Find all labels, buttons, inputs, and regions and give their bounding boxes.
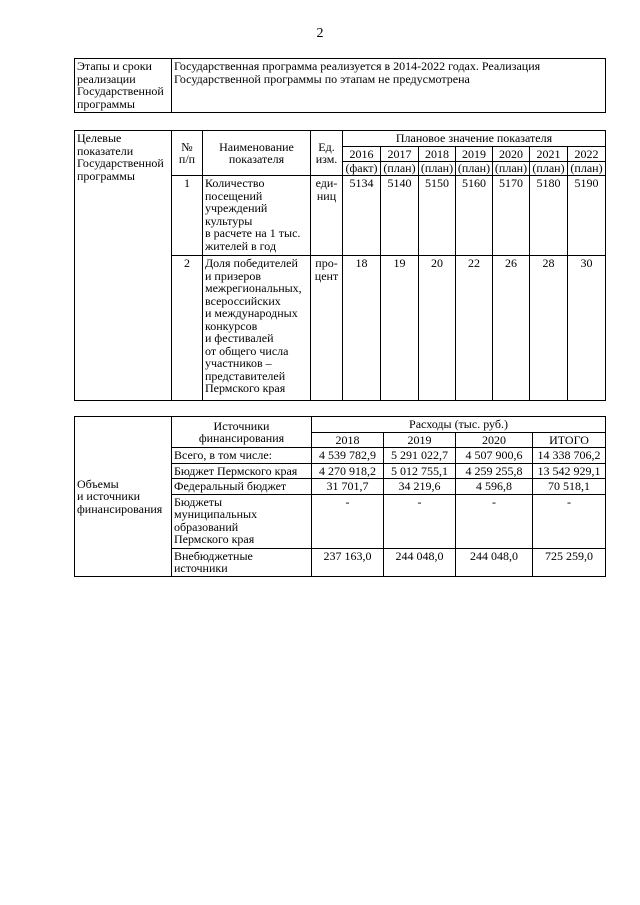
amount-cell: 70 518,1 xyxy=(533,479,606,495)
col-name-line: показателя xyxy=(228,152,285,166)
source-name: Бюджет Пермского края xyxy=(172,463,312,479)
funding-label-line: Объемы xyxy=(77,476,119,491)
indicator-name-line: межрегиональных, xyxy=(205,281,302,295)
targets-label xyxy=(75,131,172,401)
page-number: 2 xyxy=(316,26,324,41)
targets-label-line: программы xyxy=(77,168,135,183)
funding-label xyxy=(75,417,172,577)
year-kind-cell: (план) xyxy=(419,162,456,176)
indicator-name-line: Пермского края xyxy=(205,381,286,395)
amount-cell: - xyxy=(456,494,533,548)
funding-year: 2019 xyxy=(384,432,456,448)
indicator-name xyxy=(203,176,311,256)
value-cell: 5140 xyxy=(381,176,419,256)
value-cell: 5160 xyxy=(456,176,493,256)
amount-cell: 31 701,7 xyxy=(312,479,384,495)
value-cell: 5180 xyxy=(530,176,568,256)
col-unit-line: изм. xyxy=(315,152,338,166)
funding-label-line: и источники xyxy=(77,489,141,503)
year-cell: 2020 xyxy=(493,146,530,162)
indicator-name-line: и международных xyxy=(205,306,298,320)
source-name-line: Внебюджетные xyxy=(174,548,253,563)
amount-cell: 5 012 755,1 xyxy=(384,463,456,479)
indicator-name-line: конкурсов xyxy=(205,318,258,333)
indicator-name-line: посещений xyxy=(205,188,263,203)
year-kind-cell: (план) xyxy=(456,162,493,176)
value-cell: 19 xyxy=(381,256,419,401)
indicator-name xyxy=(203,256,311,401)
stages-text xyxy=(172,59,606,113)
targets-label-line: Государственной xyxy=(77,156,164,170)
source-name-line: муниципальных xyxy=(174,507,258,521)
indicator-name-line: Доля победителей xyxy=(205,256,298,270)
year-kind-cell: (план) xyxy=(530,162,568,176)
source-name-line: Пермского края xyxy=(174,532,255,546)
indicator-name-line: от общего числа xyxy=(205,343,289,358)
indicator-name-line: и призеров xyxy=(205,268,261,283)
targets-label-line: показатели xyxy=(77,143,134,158)
funding-table xyxy=(74,416,606,577)
year-cell: 2021 xyxy=(530,146,568,162)
targets-table xyxy=(74,130,606,401)
stages-label-line: программы xyxy=(77,96,135,111)
value-cell: 26 xyxy=(493,256,530,401)
year-kind-cell: (план) xyxy=(493,162,530,176)
stages-text-line: Государственная программа реализуется в 2014-2022 годах. Реализация xyxy=(174,59,541,73)
indicator-name-line: всероссийских xyxy=(205,293,281,308)
amount-cell: 4 259 255,8 xyxy=(456,463,533,479)
amount-cell: 244 048,0 xyxy=(456,548,533,576)
indicator-name-line: Количество xyxy=(205,176,265,190)
amount-cell: - xyxy=(312,494,384,548)
amount-cell: 4 539 782,9 xyxy=(312,448,384,464)
col-unit-line: Ед. xyxy=(318,139,335,154)
funding-label-line: финансирования xyxy=(77,501,163,516)
year-cell: 2016 xyxy=(343,146,381,162)
amount-cell: 5 291 022,7 xyxy=(384,448,456,464)
source-name-line: источники xyxy=(174,561,228,575)
indicator-name-line: культуры xyxy=(205,213,253,228)
source-name-line: образований xyxy=(174,519,239,534)
year-cell: 2018 xyxy=(419,146,456,162)
value-cell: 18 xyxy=(343,256,381,401)
source-name xyxy=(172,548,312,576)
col-name-line: Наименование xyxy=(219,139,294,154)
indicator-name-line: в расчете на 1 тыс. xyxy=(205,226,301,240)
indicator-name-line: и фестивалей xyxy=(205,331,274,345)
amount-cell: - xyxy=(384,494,456,548)
indicator-name-line: жителей в год xyxy=(205,238,277,253)
stages-label-line: Этапы и сроки xyxy=(77,59,152,73)
indicator-name-line: учреждений xyxy=(205,201,268,215)
col-no-header xyxy=(172,131,203,176)
year-cell: 2019 xyxy=(456,146,493,162)
unit-cell xyxy=(311,256,343,401)
expenses-header: Расходы (тыс. руб.) xyxy=(312,417,606,433)
indicator-name-line: участников – xyxy=(205,356,272,370)
value-cell: 22 xyxy=(456,256,493,401)
amount-cell: 14 338 706,2 xyxy=(533,448,606,464)
amount-cell: - xyxy=(533,494,606,548)
unit-line: про- xyxy=(315,256,338,270)
unit-line: ниц xyxy=(316,188,337,203)
col-no-line: п/п xyxy=(178,152,196,166)
value-cell: 5190 xyxy=(568,176,606,256)
amount-cell: 34 219,6 xyxy=(384,479,456,495)
funding-year: 2018 xyxy=(312,432,384,448)
amount-cell: 13 542 929,1 xyxy=(533,463,606,479)
source-name: Всего, в том числе: xyxy=(172,448,312,464)
amount-cell: 244 048,0 xyxy=(384,548,456,576)
year-cell: 2022 xyxy=(568,146,606,162)
value-cell: 20 xyxy=(419,256,456,401)
stages-text-line: Государственной программы по этапам не предусмотрена xyxy=(174,71,470,86)
value-cell: 5150 xyxy=(419,176,456,256)
col-name-header xyxy=(203,131,311,176)
value-cell: 5170 xyxy=(493,176,530,256)
year-kind-cell: (план) xyxy=(568,162,606,176)
source-header-line: финансирования xyxy=(198,431,285,445)
planned-header: Плановое значение показателя xyxy=(343,131,606,147)
value-cell: 28 xyxy=(530,256,568,401)
amount-cell: 4 507 900,6 xyxy=(456,448,533,464)
stages-label-line: реализации xyxy=(77,71,136,86)
unit-line: цент xyxy=(314,268,339,283)
funding-year: ИТОГО xyxy=(533,432,606,448)
unit-cell xyxy=(311,176,343,256)
amount-cell: 4 270 918,2 xyxy=(312,463,384,479)
source-header xyxy=(172,417,312,448)
targets-label-line: Целевые xyxy=(77,131,122,145)
source-name xyxy=(172,494,312,548)
source-name-line: Бюджеты xyxy=(174,494,223,509)
col-unit-header xyxy=(311,131,343,176)
amount-cell: 4 596,8 xyxy=(456,479,533,495)
value-cell: 5134 xyxy=(343,176,381,256)
stages-label xyxy=(75,59,172,113)
year-cell: 2017 xyxy=(381,146,419,162)
source-name: Федеральный бюджет xyxy=(172,479,312,495)
stages-label-line: Государственной xyxy=(77,84,164,98)
amount-cell: 237 163,0 xyxy=(312,548,384,576)
stages-table xyxy=(74,58,606,113)
unit-line: еди- xyxy=(315,176,338,190)
year-kind-cell: (план) xyxy=(381,162,419,176)
col-no-line: № xyxy=(181,139,193,154)
value-cell: 30 xyxy=(568,256,606,401)
year-kind-cell: (факт) xyxy=(343,162,381,176)
funding-year: 2020 xyxy=(456,432,533,448)
source-header-line: Источники xyxy=(213,418,270,433)
amount-cell: 725 259,0 xyxy=(533,548,606,576)
row-number: 2 xyxy=(172,256,203,401)
row-number: 1 xyxy=(172,176,203,256)
indicator-name-line: представителей xyxy=(205,368,286,383)
